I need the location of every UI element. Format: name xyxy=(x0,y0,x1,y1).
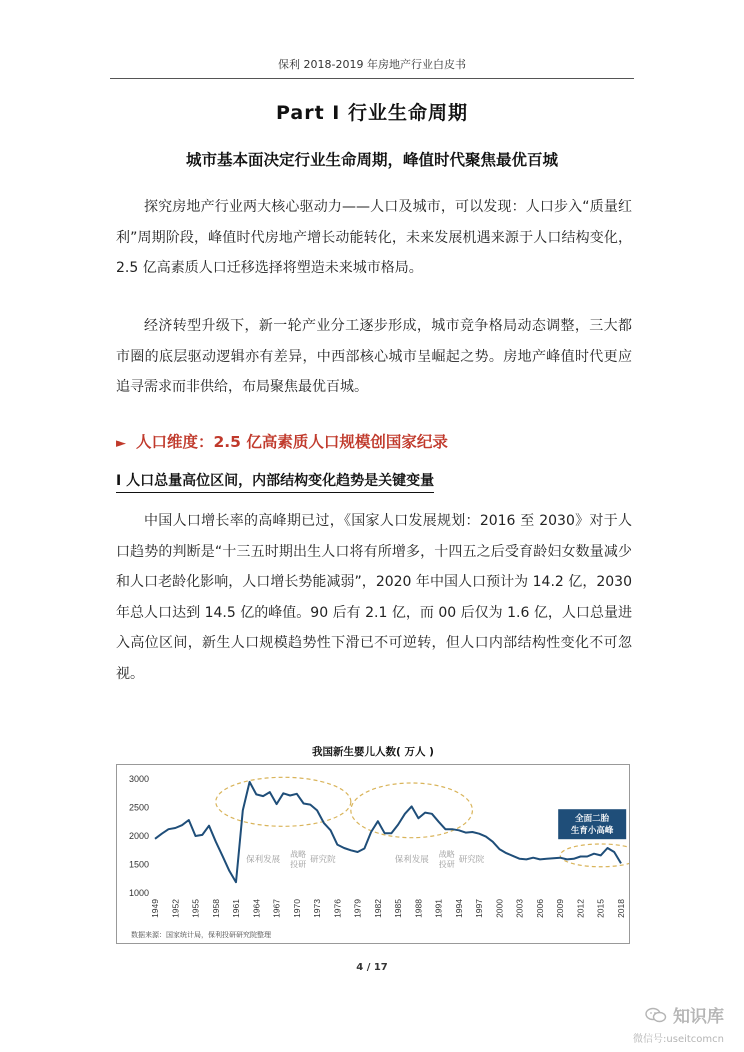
x-tick-label: 2009 xyxy=(555,899,566,918)
triangle-marker-icon: ► xyxy=(116,436,126,451)
x-tick-label: 2006 xyxy=(534,899,545,918)
callout-text: 生育小高峰 xyxy=(570,826,614,837)
chart-watermark-text: 战略 xyxy=(438,850,455,860)
y-tick-label: 2000 xyxy=(128,831,149,841)
wechat-icon xyxy=(645,1007,667,1023)
highlight-ellipse xyxy=(560,844,629,867)
x-tick-label: 1991 xyxy=(433,899,444,918)
callout-text: 全面二胎 xyxy=(575,814,610,825)
watermark-title: 知识库 xyxy=(673,1007,724,1027)
chart-watermark-text: 保利发展 xyxy=(246,855,281,866)
chart-box xyxy=(116,764,630,944)
series-line xyxy=(155,782,621,882)
x-tick-label: 1949 xyxy=(150,899,160,918)
x-tick-label: 1988 xyxy=(413,899,424,918)
intro-paragraph-1: 探究房地产行业两大核心驱动力——人口及城市，可以发现：人口步入“质量红利”周期阶段，峰值时代房地产增长动能转化，未来发展机遇来源于人口结构变化，2.5 亿高素质人口迁移选择将塑造未来城市格局。 xyxy=(116,199,632,276)
section-heading-text: 人口维度：2.5 亿高素质人口规模创国家纪录 xyxy=(136,433,448,451)
highlight-ellipse xyxy=(216,777,351,826)
chart-source: 数据来源：国家统计局，保利投研研究院整理 xyxy=(131,931,271,939)
chart-title: 我国新生婴儿人数( 万人 ) xyxy=(312,746,434,758)
chart-watermark-text: 投研 xyxy=(290,860,307,870)
subsection-heading: Ⅰ 人口总量高位区间，内部结构变化趋势是关键变量 xyxy=(116,470,434,493)
chart-watermark-text: 投研 xyxy=(438,860,455,870)
x-tick-label: 1997 xyxy=(474,899,485,918)
chart-watermark-text: 保利发展 xyxy=(394,855,429,866)
part-title: Part Ⅰ 行业生命周期 xyxy=(276,102,468,124)
x-tick-label: 1976 xyxy=(332,899,343,918)
x-tick-label: 1967 xyxy=(271,899,282,918)
chart-watermark-text: 研究院 xyxy=(310,855,336,866)
x-tick-label: 2012 xyxy=(575,899,586,918)
x-tick-label: 1979 xyxy=(352,899,363,918)
chart-watermark-text: 战略 xyxy=(290,850,307,860)
x-tick-label: 2018 xyxy=(616,899,626,918)
y-tick-label: 1000 xyxy=(128,888,149,898)
x-tick-label: 2000 xyxy=(494,899,505,918)
x-tick-label: 1955 xyxy=(190,899,201,918)
chart-watermark-text: 研究院 xyxy=(458,855,485,866)
intro-paragraph-2: 经济转型升级下，新一轮产业分工逐步形成，城市竞争格局动态调整，三大都市圈的底层驱动逻辑亦有差异，中西部核心城市呈崛起之势。房地产峰值时代更应追寻需求而非供给，布局聚焦最优百城。 xyxy=(116,318,632,395)
page-number: 4 / 17 xyxy=(356,962,388,973)
x-tick-label: 2015 xyxy=(595,899,606,918)
birth-chart xyxy=(117,765,629,943)
body-paragraph: 中国人口增长率的高峰期已过，《国家人口发展规划：2016 至 2030》对于人口趋势的判断是“十三五时期出生人口将有所增多，十四五之后受育龄妇女数量减少和人口老龄化影响，人口增长势能减弱”，2020 年中国人口预计为 14.2 亿，2030 年总人口达到 14.5 亿的峰值。90 后有 2.1 亿，而 00 后仅为 1.6 亿，人口总量进入高位区间，新生人口规模趋势性下滑已不可逆转，但人口内部结构性变化不可忽视。 xyxy=(116,513,632,682)
section-heading xyxy=(116,430,448,452)
x-tick-label: 1994 xyxy=(453,899,464,918)
y-tick-label: 3000 xyxy=(128,774,149,784)
x-tick-label: 1985 xyxy=(393,899,404,918)
x-tick-label: 1982 xyxy=(372,899,383,918)
y-tick-label: 2500 xyxy=(128,802,149,813)
x-tick-label: 1961 xyxy=(231,899,242,918)
x-tick-label: 2003 xyxy=(514,899,525,918)
y-tick-label: 1500 xyxy=(128,859,149,870)
x-tick-label: 1952 xyxy=(170,899,181,918)
x-tick-label: 1973 xyxy=(312,899,323,918)
sub-title: 城市基本面决定行业生命周期，峰值时代聚焦最优百城 xyxy=(185,151,558,169)
x-tick-label: 1964 xyxy=(251,899,262,918)
watermark-subtitle: 微信号:useitcomcn xyxy=(633,1034,724,1045)
watermark xyxy=(633,1002,724,1045)
x-tick-label: 1970 xyxy=(291,899,302,918)
page-header: 保利 2018-2019 年房地产行业白皮书 xyxy=(110,56,634,79)
x-tick-label: 1958 xyxy=(210,899,221,918)
